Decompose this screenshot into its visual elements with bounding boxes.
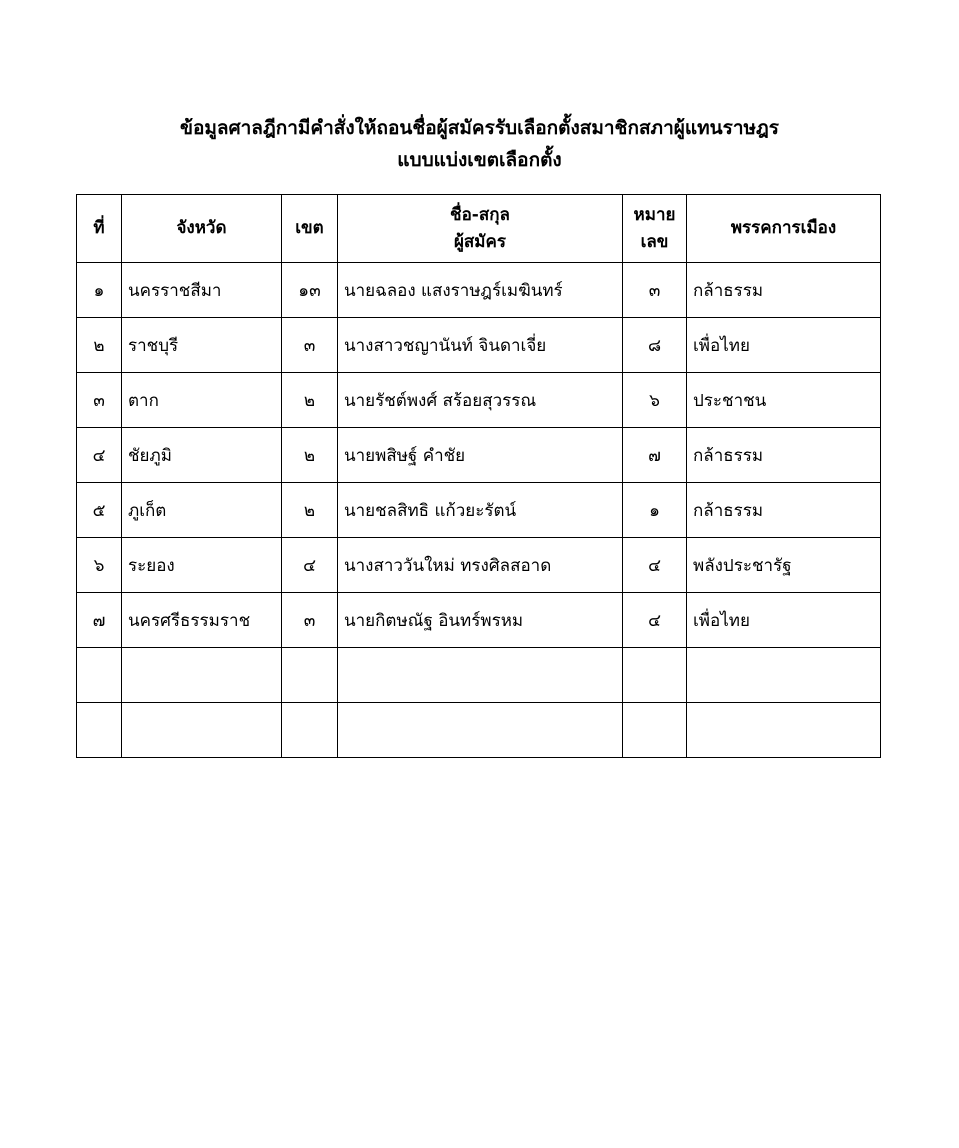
document-title	[0, 112, 959, 176]
table-row	[77, 373, 881, 428]
cell-candidate-name	[338, 703, 623, 758]
title-line-2: แบบแบ่งเขตเลือกตั้ง	[397, 149, 562, 171]
candidate-table	[76, 194, 881, 758]
header-num: ที่	[77, 195, 122, 263]
cell-province: ภูเก็ต	[122, 483, 282, 538]
table-row	[77, 318, 881, 373]
cell-candidate-name: นายกิตษณัฐ อินทร์พรหม	[338, 593, 623, 648]
table-row	[77, 428, 881, 483]
table-row-empty	[77, 703, 881, 758]
cell-num: ๑	[77, 263, 122, 318]
header-party: พรรคการเมือง	[687, 195, 881, 263]
cell-ballot-number	[623, 703, 687, 758]
cell-ballot-number: ๓	[623, 263, 687, 318]
cell-num: ๒	[77, 318, 122, 373]
cell-candidate-name: นายฉลอง แสงราษฎร์เมฆินทร์	[338, 263, 623, 318]
cell-zone: ๔	[282, 538, 338, 593]
cell-candidate-name: นางสาวชญานันท์ จินดาเจี่ย	[338, 318, 623, 373]
cell-ballot-number: ๑	[623, 483, 687, 538]
cell-num: ๖	[77, 538, 122, 593]
cell-province	[122, 703, 282, 758]
table-row	[77, 538, 881, 593]
cell-num: ๔	[77, 428, 122, 483]
cell-party	[687, 648, 881, 703]
cell-party: พลังประชารัฐ	[687, 538, 881, 593]
table-row	[77, 263, 881, 318]
cell-ballot-number: ๔	[623, 538, 687, 593]
cell-zone: ๓	[282, 593, 338, 648]
cell-zone: ๒	[282, 373, 338, 428]
table-row	[77, 593, 881, 648]
cell-province	[122, 648, 282, 703]
cell-ballot-number: ๖	[623, 373, 687, 428]
header-ballot-number-line1: หมาย	[633, 204, 676, 225]
title-line-1: ข้อมูลศาลฎีกามีคำสั่งให้ถอนชื่อผู้สมัครรับเลือกตั้งสมาชิกสภาผู้แทนราษฎร	[180, 117, 779, 139]
header-province: จังหวัด	[122, 195, 282, 263]
header-candidate-name	[338, 195, 623, 263]
header-candidate-name-line2: ผู้สมัคร	[453, 231, 507, 252]
cell-party: กล้าธรรม	[687, 483, 881, 538]
cell-province: ราชบุรี	[122, 318, 282, 373]
header-zone: เขต	[282, 195, 338, 263]
cell-candidate-name: นายรัชต์พงศ์ สร้อยสุวรรณ	[338, 373, 623, 428]
cell-candidate-name: นางสาววันใหม่ ทรงศิลสอาด	[338, 538, 623, 593]
header-ballot-number	[623, 195, 687, 263]
header-ballot-number-line2: เลข	[640, 231, 669, 252]
cell-candidate-name: นายพสิษฐ์ คำชัย	[338, 428, 623, 483]
cell-num	[77, 703, 122, 758]
cell-zone: ๑๓	[282, 263, 338, 318]
cell-zone	[282, 648, 338, 703]
cell-zone: ๒	[282, 483, 338, 538]
cell-candidate-name	[338, 648, 623, 703]
cell-province: ระยอง	[122, 538, 282, 593]
cell-num: ๓	[77, 373, 122, 428]
table-row	[77, 483, 881, 538]
cell-num	[77, 648, 122, 703]
cell-zone: ๓	[282, 318, 338, 373]
cell-province: นครศรีธรรมราช	[122, 593, 282, 648]
cell-province: นครราชสีมา	[122, 263, 282, 318]
cell-num: ๗	[77, 593, 122, 648]
table-row-empty	[77, 648, 881, 703]
cell-party: เพื่อไทย	[687, 593, 881, 648]
cell-candidate-name: นายชลสิทธิ แก้วยะรัตน์	[338, 483, 623, 538]
cell-ballot-number: ๔	[623, 593, 687, 648]
cell-num: ๕	[77, 483, 122, 538]
cell-ballot-number	[623, 648, 687, 703]
cell-ballot-number: ๘	[623, 318, 687, 373]
cell-zone: ๒	[282, 428, 338, 483]
cell-province: ตาก	[122, 373, 282, 428]
cell-party: กล้าธรรม	[687, 428, 881, 483]
cell-party: ประชาชน	[687, 373, 881, 428]
cell-ballot-number: ๗	[623, 428, 687, 483]
header-candidate-name-line1: ชื่อ-สกุล	[450, 204, 510, 225]
cell-party	[687, 703, 881, 758]
cell-party: กล้าธรรม	[687, 263, 881, 318]
cell-zone	[282, 703, 338, 758]
cell-province: ชัยภูมิ	[122, 428, 282, 483]
table-header-row	[77, 195, 881, 263]
cell-party: เพื่อไทย	[687, 318, 881, 373]
